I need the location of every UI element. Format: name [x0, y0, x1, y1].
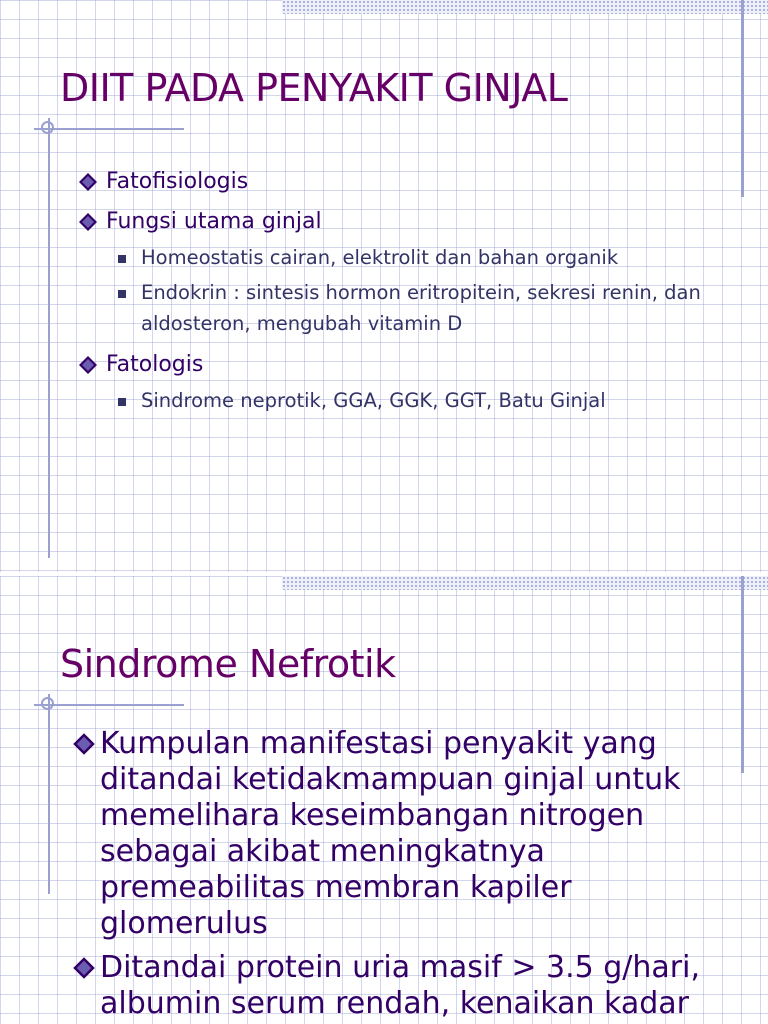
bullet-text: Fatologis: [106, 352, 204, 377]
square-bullet-icon: [118, 290, 126, 298]
bullet-item: [72, 950, 722, 1022]
bullet-text: Kumpulan manifestasi penyakit yang ditandai ketidakmampuan ginjal untuk memelihara keseimbangan nitrogen sebagai akibat meningkatnya premeabilitas membran kapiler glomerulus: [100, 726, 681, 941]
bullet-text: Fungsi utama ginjal: [106, 209, 322, 234]
slide-title: Sindrome Nefrotik: [60, 642, 396, 686]
decorative-left-line: [48, 118, 50, 558]
diamond-bullet-icon: [72, 956, 96, 980]
sub-bullet-item: [118, 277, 728, 339]
sub-bullet-item: [118, 242, 728, 273]
bullet-item: [72, 726, 722, 942]
sub-bullet-list: [118, 385, 728, 416]
slide-2: [0, 576, 768, 1024]
decorative-circle: [41, 697, 54, 710]
decorative-vertical-line: [741, 576, 744, 773]
diamond-bullet-icon: [78, 172, 98, 192]
slide-title: DIIT PADA PENYAKIT GINJAL: [60, 66, 568, 110]
decorative-dotted-band: [282, 576, 768, 590]
bullet-item: [78, 206, 728, 238]
decorative-left-line: [48, 694, 50, 894]
sub-bullet-item: [118, 385, 728, 416]
diamond-bullet-icon: [72, 732, 96, 756]
bullet-list: [72, 726, 722, 1024]
bullet-text: Fatofisiologis: [106, 169, 249, 194]
bullet-list: [78, 166, 728, 426]
decorative-dotted-band: [282, 0, 768, 14]
sub-bullet-list: [118, 242, 728, 339]
bullet-item: [78, 349, 728, 381]
decorative-horizontal-line: [34, 128, 184, 130]
bullet-text: Ditandai protein uria masif > 3.5 g/hari, albumin serum rendah, kenaikan kadar: [100, 950, 701, 1021]
diamond-bullet-icon: [78, 355, 98, 375]
decorative-vertical-line: [741, 0, 744, 197]
sub-bullet-text: Endokrin : sintesis hormon eritropitein, sekresi renin, dan aldosteron, mengubah vitamin D: [141, 281, 701, 335]
bullet-item: [78, 166, 728, 198]
square-bullet-icon: [118, 398, 126, 406]
sub-bullet-text: Homeostatis cairan, elektrolit dan bahan organik: [141, 246, 619, 269]
decorative-circle: [41, 121, 54, 134]
decorative-horizontal-line: [34, 704, 184, 706]
diamond-bullet-icon: [78, 212, 98, 232]
square-bullet-icon: [118, 255, 126, 263]
sub-bullet-text: Sindrome neprotik, GGA, GGK, GGT, Batu Ginjal: [141, 389, 606, 412]
